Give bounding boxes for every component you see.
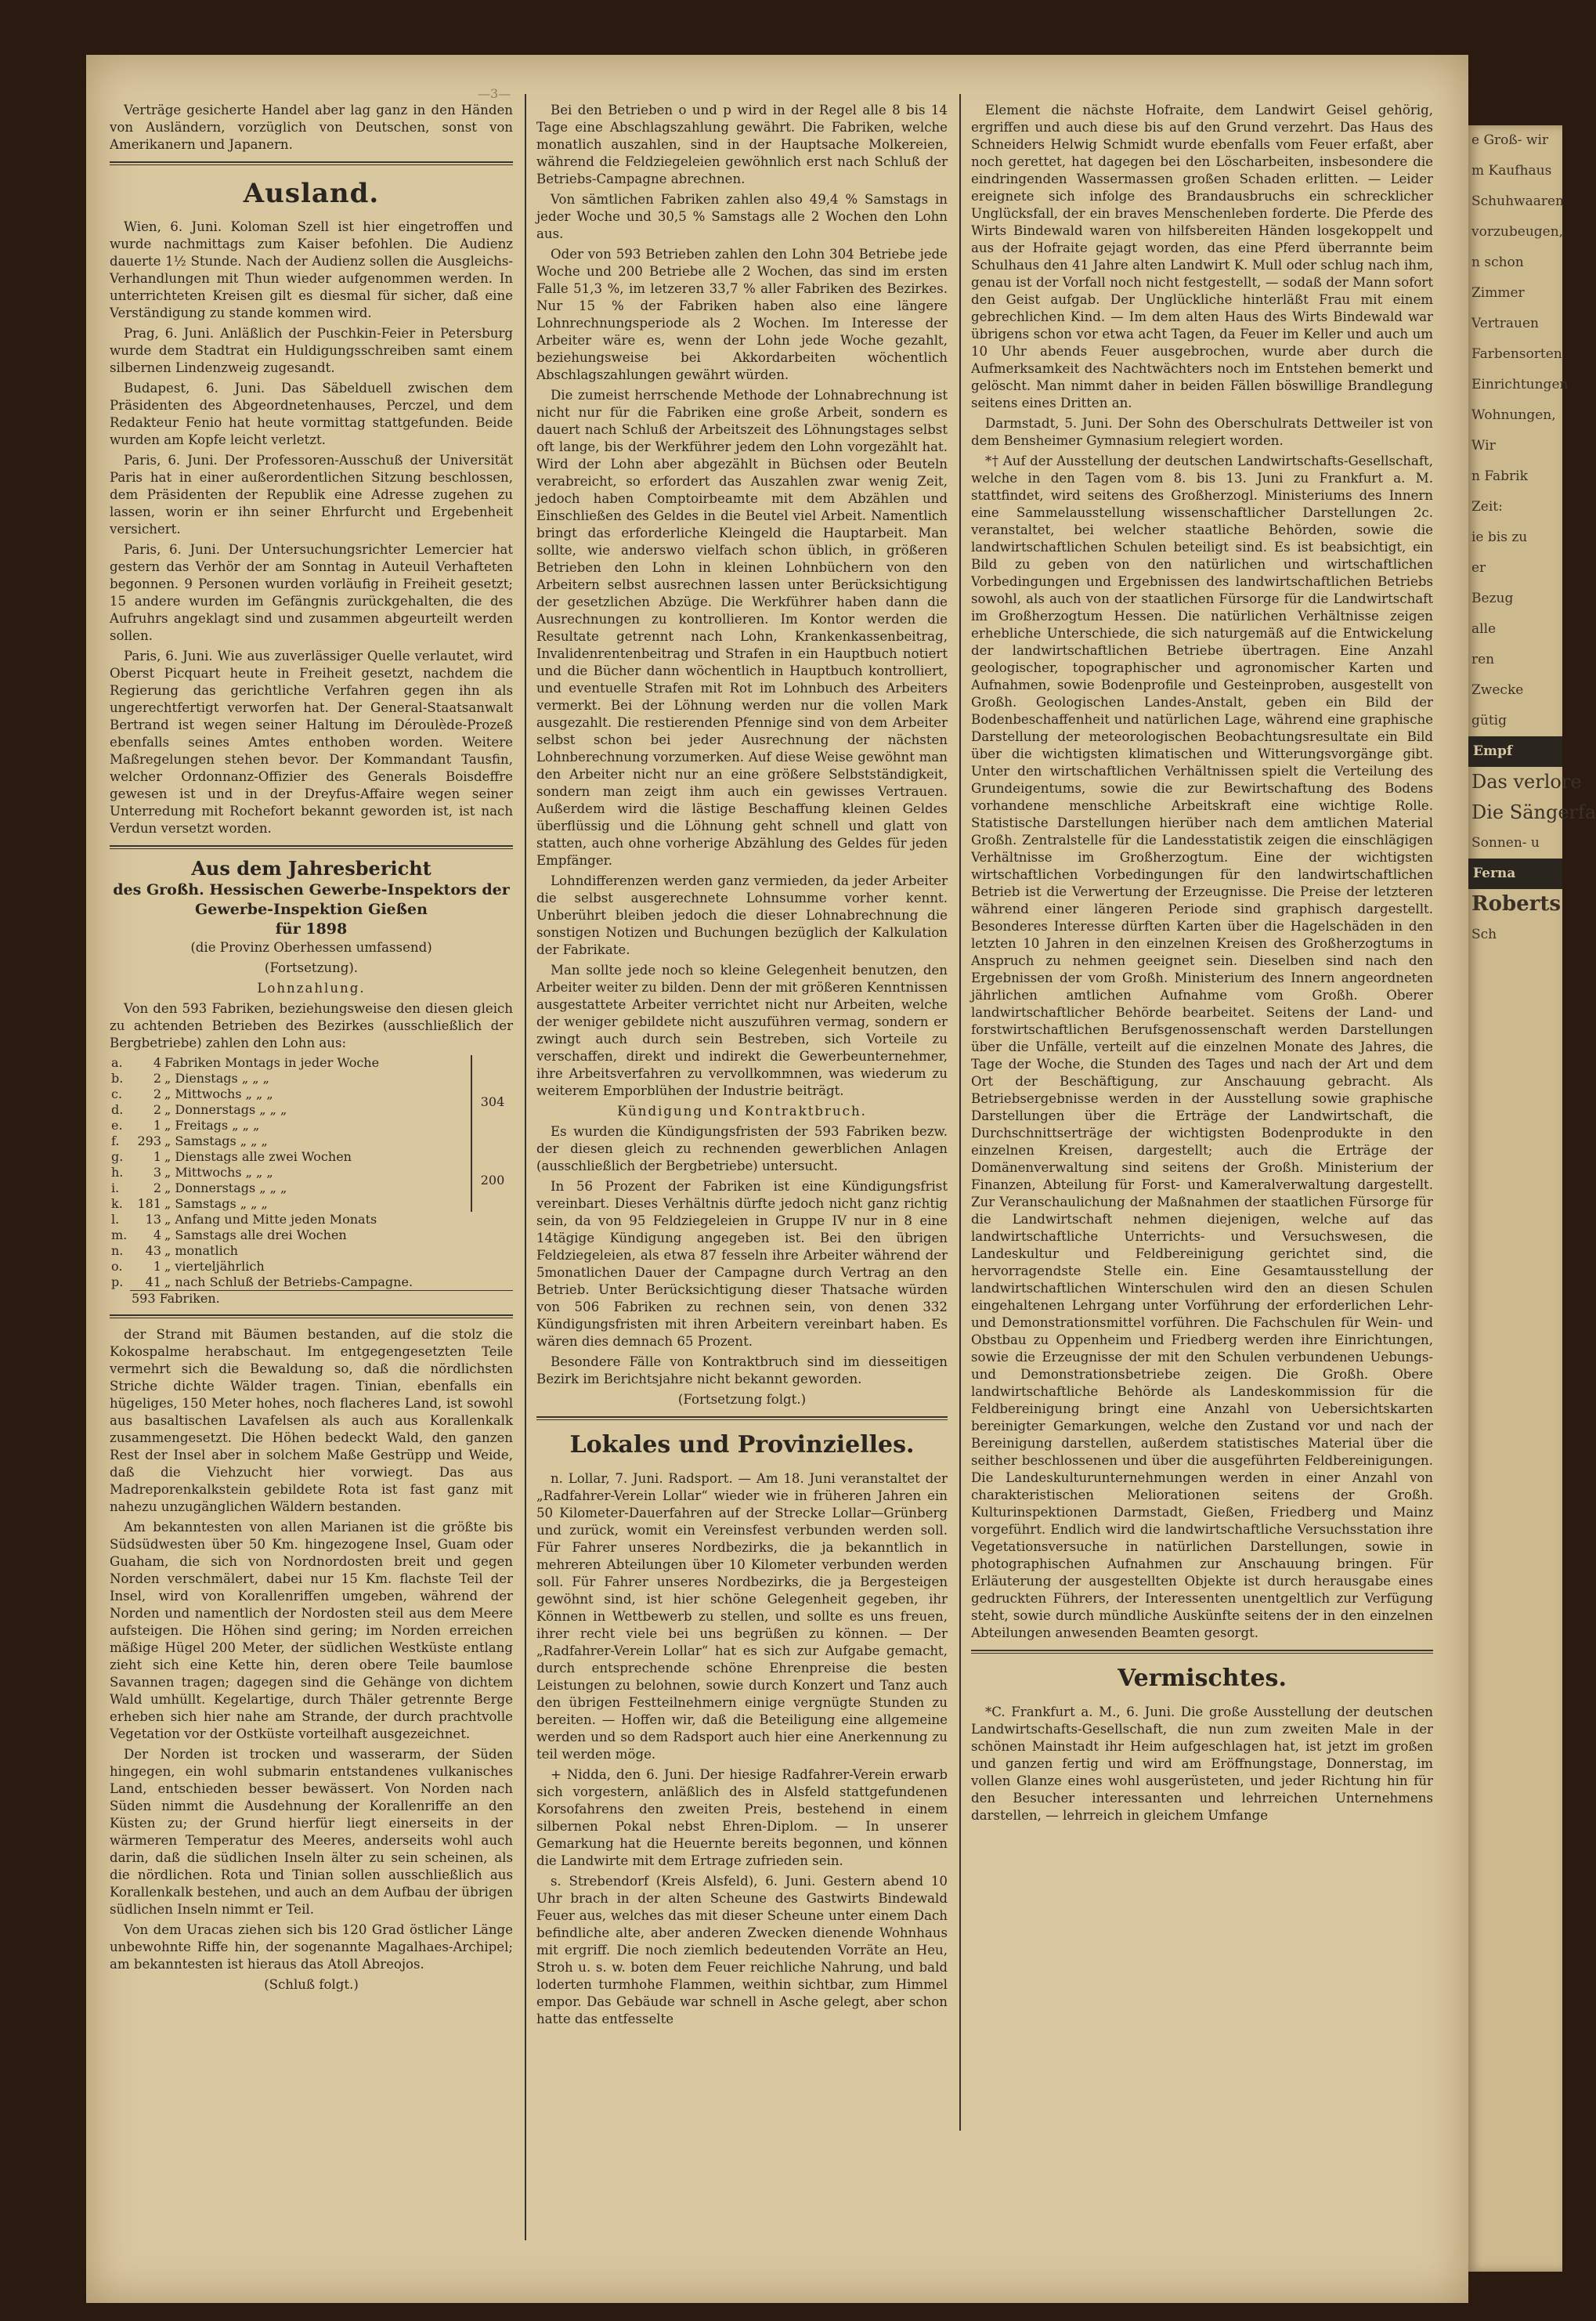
- ausland-para: Paris, 6. Juni. Wie aus zuverlässiger Quelle verlautet, wird Oberst Picquart heute in Freiheit gesetzt, nachdem die Regierung das gerichtliche Verfahren gegen ihn als ungerechtfertigt verworfen hat. Der General-Staatsanwalt Bertrand ist wegen seiner Haltung im Déroulède-Prozeß ebenfalls seines Amtes enthoben worden. Weitere Maßregelungen stehen bevor. Der Kommandant Tausfin, welcher Ordonnanz-Offizier des Generals Boisdeffre gewesen ist und in der Dreyfus-Affaire wegen seiner Unterredung mit Rochefort bekannt geworden ist, ist nach Verdun versetzt worden.: [110, 649, 513, 836]
- strip-line: Die Sängerfa: [1471, 801, 1596, 823]
- table-row: p. 41 „ nach Schluß der Betriebs-Campagne.: [111, 1274, 413, 1289]
- strip-line: Roberts: [1471, 892, 1562, 916]
- strip-line: er: [1471, 560, 1486, 576]
- page-number: —3—: [478, 86, 511, 101]
- fortsetzung-folgt: (Fortsetzung folgt.): [677, 1392, 807, 1407]
- marianen-para: Am bekanntesten von allen Marianen ist die größte bis Südsüdwesten über 50 Km. hingezogene Insel, Guam oder Guaham, die sich von Nordnordosten breit und gegen Norden verschmälert, dabei nur 15 Km. flachste Teil der Insel, wird von Korallenriffen umgeben, während der Norden und namentlich der Nordosten steil aus dem Meere aufsteigen. Die Höhen sind gering; im Norden erreichen mäßige Hügel 200 Meter, der südlichen Westküste entlang zieht sich eine Kette hin, deren obere Teile baumlose Savannen tragen; dagegen sind die Gehänge von dichtem Wald umhüllt. Kegelartige, durch Thäler getrennte Berge erheben sich hier nahe am Strande, der durch prachtvolle Vegetation vor der Ostküste vorteilhaft ausgezeichnet.: [110, 1520, 513, 1741]
- strip-line: Das verlore: [1471, 771, 1582, 793]
- table-row: i. 2 „ Donnerstags „ „ „: [111, 1180, 287, 1195]
- strip-line: Zimmer: [1471, 285, 1525, 301]
- jahresbericht-year: für 1898: [275, 920, 348, 938]
- column-1: [110, 102, 513, 1997]
- lohn-para: Bei den Betrieben o und p wird in der Regel alle 8 bis 14 Tage eine Abschlagszahlung gewährt. Die Fabriken, welche monatlich auszahlen, sind in der Hauptsache Molkereien, während die Feldziegeleien gewöhnlich erst nach Schluß der Betriebs-Campagne abrechnen.: [536, 103, 948, 186]
- table-row: h. 3 „ Mittwochs „ „ „: [111, 1165, 273, 1180]
- table-row: f. 293 „ Samstags „ „ „: [111, 1133, 268, 1148]
- lohn-para: Oder von 593 Betrieben zahlen den Lohn 304 Betriebe jede Woche und 200 Betriebe alle 2 Wochen, das sind im ersten Falle 51,3 %, im letzeren 33,7 % aller Fabriken des Bezirkes. Nur 15 % der Fabriken haben also eine längere Lohnrechnungsperiode als 2 Wochen. Im Interesse der Arbeiter wäre es, wenn der Lohn jede Woche gezahlt, beziehungsweise bei Akkordarbeiten wöchentlich Abschlagszahlungen gewährt würden.: [536, 247, 948, 382]
- kuendigung-para: Besondere Fälle von Kontraktbruch sind im diesseitigen Bezirk im Berichtsjahre nicht bekannt geworden.: [536, 1354, 948, 1386]
- column-rule-1: [525, 94, 526, 2240]
- jahresbericht-cont: (Fortsetzung).: [264, 960, 359, 975]
- ausland-para: Budapest, 6. Juni. Das Säbelduell zwischen dem Präsidenten des Abgeordnetenhauses, Perczel, und dem Redakteur Fenio hat heute vormittag stattgefunden. Beide wurden am Kopfe leicht verletzt.: [110, 381, 513, 447]
- brace-total-biweekly: 200: [471, 1149, 513, 1212]
- lokales-heading: Lokales und Provinzielles.: [569, 1431, 915, 1459]
- ausland-para: Paris, 6. Juni. Der Professoren-Ausschuß der Universität Paris hat in einer außerordentlichen Sitzung beschlossen, dem Präsidenten der Republik eine Adresse zugehen zu lassen, worin er ihn seiner Ehrfurcht und Ergebenheit versichert.: [110, 453, 513, 537]
- strip-line: Bezug: [1471, 591, 1514, 606]
- table-row: m. 4 „ Samstags alle drei Wochen: [111, 1227, 347, 1242]
- kuendigung-para: Es wurden die Kündigungsfristen der 593 Fabriken bezw. der diesen gleich zu rechnenden gewerblichen Anlagen (ausschließlich der Bergbetriebe) untersucht.: [536, 1124, 948, 1173]
- strip-line: Schuhwaaren: [1471, 193, 1564, 209]
- vermischtes-heading: Vermischtes.: [1118, 1665, 1287, 1692]
- strip-ad-header: Empf: [1468, 736, 1562, 767]
- strip-ad-header: Ferna: [1468, 859, 1562, 889]
- divider: [110, 161, 513, 165]
- lohn-para: Lohndifferenzen werden ganz vermieden, da jeder Arbeiter die selbst ausgerechnete Lohnsumme vorher kennt. Unberührt bleiben jedoch die dieser Lohnabrechnung die sonstigen Notizen und Buchungen bezüglich der Kalkulation der Fabrikate.: [536, 873, 948, 957]
- vermischtes-para: *C. Frankfurt a. M., 6. Juni. Die große Ausstellung der deutschen Landwirtschafts-Gesellschaft, die nun zum zweiten Male in der schönen Mainstadt ihr Heim aufgeschlagen hat, ist jetzt im großen und ganzen fertig und wird am Eröffnungstage, Donnerstag, im vollen Glanze eines wohl ausgerüsteten, und jeder Richtung hin für den Besucher interessanten und lehrreichen Unternehmens darstellen, — lehrreich in gleichem Umfange: [971, 1705, 1433, 1823]
- strip-line: gütig: [1471, 713, 1507, 728]
- ausland-para: Wien, 6. Juni. Koloman Szell ist hier eingetroffen und wurde nachmittags zum Kaiser befohlen. Die Audienz dauerte 1½ Stunde. Nach der Audienz sollen die Ausgleichs-Verhandlungen mit Thun wieder aufgenommen werden. In unterrichteten Kreisen gilt es diesmal für sicher, daß eine Verständigung zu stande kommen wird.: [110, 219, 513, 320]
- ausland-para: Paris, 6. Juni. Der Untersuchungsrichter Lemercier hat gestern das Verhör der am Sonntag in Auteuil Verhafteten begonnen. 9 Personen wurden vorläufig in Freiheit gesetzt; 15 andere wurden im Gefängnis zurückgehalten, die des Aufruhrs angeklagt sind und zusammen abgeurteilt werden sollen.: [110, 542, 513, 643]
- strip-line: Sonnen- u: [1471, 835, 1540, 851]
- lohn-para: Von sämtlichen Fabriken zahlen also 49,4 % Samstags in jeder Woche und 30,5 % Samstags alle 2 Wochen den Lohn aus.: [536, 192, 948, 241]
- table-row: d. 2 „ Donnerstags „ „ „: [111, 1102, 287, 1117]
- table-row: k. 181 „ Samstags „ „ „: [111, 1196, 268, 1211]
- strip-line: Wir: [1471, 438, 1496, 454]
- c3-para: Darmstadt, 5. Juni. Der Sohn des Oberschulrats Dettweiler ist von dem Bensheimer Gymnasium relegiert worden.: [971, 416, 1433, 448]
- divider: [536, 1416, 948, 1420]
- table-row: e. 1 „ Freitags „ „ „: [111, 1118, 260, 1133]
- intro-text: Verträge gesicherte Handel aber lag ganz in den Händen von Ausländern, vorzüglich von Deutschen, sonst von Amerikanern und Japanern.: [110, 103, 513, 152]
- strip-line: Farbensorten: [1471, 346, 1562, 362]
- marianen-para: Der Norden ist trocken und wasserarm, der Süden hingegen, ein wohl submarin entstandenes vulkanisches Land, entschieden besser bewässert. Von Norden nach Süden nimmt die Ausdehnung der Korallenriffe an den Küsten zu; der Grund hierfür liegt einerseits in der wärmeren Temperatur des Meeres, anderseits wohl auch darin, daß die südlichen Inseln älter zu sein scheinen, als die nördlichen. Rota und Tinian sollen ausschließlich aus Korallenkalk bestehen, und auch an dem Aufbau der übrigen südlichen Inseln nimmt er Teil.: [110, 1747, 513, 1917]
- lohn-intro: Von den 593 Fabriken, beziehungsweise den diesen gleich zu achtenden Betrieben des Bezirkes (ausschließlich der Bergbetriebe) zahlen den Lohn aus:: [110, 1001, 513, 1050]
- jahresbericht-title: Aus dem Jahresbericht: [191, 857, 431, 880]
- column-2: [536, 102, 948, 2031]
- c3-para: Element die nächste Hofraite, dem Landwirt Geisel gehörig, ergriffen und auch diese bis auf den Grund verzehrt. Das Haus des Schneiders Helwig Schmidt wurde ebenfalls vom Feuer erfaßt, aber noch gerettet, hat dagegen bei den Löscharbeiten, insbesondere die eindringenden Wassermassen großen Schaden erlitten. — Leider ereignete sich infolge des Brandausbruchs ein schrecklicher Unglücksfall, der ein braves Menschenleben forderte. Die Pferde des Wirts Bindewald waren von hilfsbereiten Händen losgekoppelt und aus der Hofraite gejagt worden, das eine Pferd überrannte beim Schulhaus den 41 Jahre alten Landwirt K. Mull oder schlug nach ihm, genau ist der Vorfall noch nicht festgestellt, — sodaß der Mann sofort den Geist aufgab. Der Unglückliche hinterläßt Frau mit einem gebrechlichen Kind. — Im dem alten Haus des Wirts Bindewald war übrigens schon vor etwa acht Tagen, da Feuer im Keller und auch um 10 Uhr abends Feuer ausgebrochen, wurde aber durch die Aufmerksamkeit des Nachtwächters noch im Entstehen bemerkt und gelöscht. Man nimmt daher in beiden Fällen böswillige Brandlegung seitens eines Dritten an.: [971, 103, 1433, 410]
- lokales-para: n. Lollar, 7. Juni. Radsport. — Am 18. Juni veranstaltet der „Radfahrer-Verein Lollar“ wieder wie in früheren Jahren ein 50 Kilometer-Dauerfahren auf der Strecke Lollar—Grünberg und zurück, womit ein Vereinsfest verbunden werden soll. Für Fahrer unseres Nordbezirks, die ja bekanntlich in mehreren Abteilungen über 10 Kilometer verbunden werden soll. Für Fahrer unseres Nordbezirks, die ja Bergesteigen gewöhnt sind, ist hier schöne Gelegenheit gegeben, ihr Können in Wettbewerb zu stellen, und sollte es uns freuen, ihrer recht viele bei uns begrüßen zu können. — Der „Radfahrer-Verein Lollar“ hat es sich zur Aufgabe gemacht, durch entsprechende schöne Ehrenpreise die besten Leistungen zu belohnen, sowie durch Konzert und Tanz auch den übrigen Festteilnehmern einige vergnügte Stunden zu bereiten. — Hoffen wir, daß die Beteiligung eine allgemeine werden und so dem Radsport auch hier eine Anerkennung zu teil werden möge.: [536, 1471, 948, 1762]
- brace-total-weekly: 304: [471, 1055, 513, 1149]
- ausland-para: Prag, 6. Juni. Anläßlich der Puschkin-Feier in Petersburg wurde dem Stadtrat ein Huldigungsschreiben samt einem silbernen Lindenzweig zugesandt.: [110, 326, 513, 375]
- strip-line: Wohnungen,: [1471, 407, 1556, 423]
- table-row: c. 2 „ Mittwochs „ „ „: [111, 1086, 273, 1101]
- schluss-folgt: (Schluß folgt.): [264, 1977, 359, 1992]
- strip-line: Zeit:: [1471, 499, 1503, 515]
- strip-line: ren: [1471, 652, 1495, 667]
- table-row: b. 2 „ Dienstags „ „ „: [111, 1071, 269, 1086]
- strip-line: e Groß- wir: [1471, 132, 1549, 148]
- divider: [110, 845, 513, 849]
- kuendigung-heading: Kündigung und Kontraktbruch.: [617, 1104, 867, 1119]
- lohn-heading: Lohnzahlung.: [257, 981, 366, 996]
- lohn-table: [110, 1055, 513, 1307]
- jahresbericht-scope: (die Provinz Oberhessen umfassend): [190, 940, 432, 955]
- strip-line: ie bis zu: [1471, 530, 1528, 545]
- table-row: l. 13 „ Anfang und Mitte jeden Monats: [111, 1212, 377, 1227]
- marianen-para: Von dem Uracas ziehen sich bis 120 Grad östlicher Länge unbewohnte Riffe hin, der sogenannte Magalhaes-Archipel; am bekanntesten ist hieraus das Atoll Abreojos.: [110, 1922, 513, 1972]
- column-rule-2: [959, 94, 961, 2131]
- strip-line: Sch: [1471, 927, 1497, 942]
- strip-line: m Kaufhaus: [1471, 163, 1552, 179]
- table-row: g. 1 „ Dienstags alle zwei Wochen 200: [110, 1149, 513, 1165]
- kuendigung-para: In 56 Prozent der Fabriken ist eine Kündigungsfrist vereinbart. Dieses Verhältnis dürfte jedoch nicht ganz richtig sein, da von 95 Feldziegeleien in Gruppe IV nur in 8 eine 14tägige Kündigung angegeben ist. Bei den übrigen Feldziegeleien, als etwa 87 fesseln ihre Arbeiter während der 5monatlichen Dauer der Campagne durch Vertrag an den Betrieb. Unter Berücksichtigung dieser Thatsache würden von 506 Fabriken zu rechnen sein, von denen 332 Kündigungsfristen mit ihren Arbeitern vereinbart haben. Es wären dies demnach 65 Prozent.: [536, 1179, 948, 1349]
- divider: [110, 1314, 513, 1318]
- strip-line: Zwecke: [1471, 682, 1524, 698]
- marianen-para: der Strand mit Bäumen bestanden, auf die stolz die Kokospalme herabschaut. Im entgegengesetzten Teile vermehrt sich die Bewaldung so, daß die nördlichsten Striche dichte Wälder tragen. Tinian, ebenfalls ein hügeliges, 150 Meter hohes, noch flacheres Land, ist sowohl aus basaltischen Lavafelsen als auch aus Korallenkalk zusammengesetzt. Die Höhen bedeckt Wald, den ganzen Rest der Insel aber in solchem Maße Gestrüpp und Weide, daß die Viehzucht hier vorwiegt. Das aus Madreporenkalkstein gebildete Rota ist fast ganz mit nahezu unzugänglichen Wäldern bestanden.: [110, 1327, 513, 1514]
- table-row: o. 1 „ vierteljährlich: [111, 1259, 265, 1274]
- lohn-para: Man sollte jede noch so kleine Gelegenheit benutzen, den Arbeiter weiter zu bilden. Denn der mit größeren Kenntnissen ausgestattete Arbeiter verrichtet nicht nur Arbeiten, welche der weniger gebildete nicht auszuführen vermag, sondern er zwingt auch durch sein Bestreben, sich Vorteile zu verschaffen, direkt und indirekt die Gewerbeunternehmer, ihre Arbeitsverfahren zu vervollkommnen, was wiederum zu weiterem Emporblühen der Industrie beiträgt.: [536, 963, 948, 1098]
- lokales-para: s. Strebendorf (Kreis Alsfeld), 6. Juni. Gestern abend 10 Uhr brach in der alten Scheune des Gastwirts Bindewald Feuer aus, welches das mit dieser Scheune unter einem Dach befindliche alte, aber anderen Zwecken dienende Wohnhaus mit ergriff. Die noch ziemlich bedeutenden Vorräte an Heu, Stroh u. s. w. boten dem Feuer reichliche Nahrung, und bald loderten turmhohe Flammen, weithin sichtbar, zum Himmel empor. Das Gebäude war schnell in Asche gelegt, aber schon hatte das entfesselte: [536, 1874, 948, 2026]
- strip-line: alle: [1471, 621, 1497, 637]
- jahresbericht-subtitle: des Großh. Hessischen Gewerbe-Inspektors der Gewerbe-Inspektion Gießen: [113, 881, 510, 918]
- strip-line: n Fabrik: [1471, 468, 1528, 484]
- column-3: [971, 102, 1433, 1828]
- table-total-row: 593 Fabriken.: [110, 1291, 513, 1307]
- adjacent-page-strip: [1468, 125, 1596, 2272]
- strip-line: vorzubeugen,: [1471, 224, 1564, 240]
- ausland-heading: Ausland.: [243, 178, 380, 209]
- divider: [971, 1650, 1433, 1654]
- strip-line: Einrichtungen: [1471, 377, 1569, 392]
- lohn-para: Die zumeist herrschende Methode der Lohnabrechnung ist nicht nur für die Fabriken eine große Arbeit, sondern es dauert nach Schluß der Arbeitszeit des Löhnungstages selbst oft lange, bis der Werkführer jedem den Lohn vorgezählt hat. Wird der Lohn aber abgezählt in Büchsen oder Beuteln verabreicht, so erfordert das Auszahlen zwar wenig Zeit, jedoch haben Comptoirbeamte mit dem Abzählen und Einschließen des Geldes in die Beutel viel Arbeit. Namentlich bringt das erforderliche Kleingeld die Hauptarbeit. Man sollte, wie anderswo vielfach schon üblich, in größeren Betrieben den Lohn in kleinen Lohnbüchern von den Arbeitern selbst ausrechnen lassen unter Berücksichtigung der gesetzlichen Abzüge. Die Werkführer haben dann die Ausrechnungen zu kontrollieren. Im Kontor werden die Resultate getrennt nach Lohn, Krankenkassenbeitrag, Invalidenrentenbeitrag und Strafen in ein Hauptbuch notiert und die Bücher dann wöchentlich in Hauptbuch kontrolliert, und eventuelle Strafen mit Rot im Lohnbuch des Arbeiters vermerkt. Bei der Löhnung werden nur die vollen Mark ausgezahlt. Die restierenden Pfennige sind von dem Arbeiter selbst schon bei jeder Ausrechnung der nächsten Lohnberechnung vorzumerken. Auf diese Weise gewöhnt man den Arbeiter nicht nur an eine größere Selbstständigkeit, sondern man zeigt ihm auch ein gewisses Vertrauen. Außerdem wird die lästige Beschaffung kleinen Geldes überflüssig und die Löhnung geht schnell und glatt von statten, auch ohne vorherige Abzählung des Geldes für jeden Empfänger.: [536, 388, 948, 868]
- strip-line: Vertrauen: [1471, 316, 1539, 331]
- table-row: n. 43 „ monatlich: [111, 1243, 238, 1258]
- table-row: a. 4 Fabriken Montags in jeder Woche 304: [110, 1055, 513, 1071]
- c3-para: *† Auf der Ausstellung der deutschen Landwirtschafts-Gesellschaft, welche in den Tagen vom 8. bis 13. Juni zu Frankfurt a. M. stattfindet, wird seitens des Großherzogl. Ministeriums des Innern eine Sammelausstellung wissenschaftlicher Darstellungen 2c. veranstaltet, bei welcher staatliche Behörden, sowie die landwirtschaftlichen Schulen beteiligt sind. Es ist beabsichtigt, ein Bild zu geben von den natürlichen und wirtschaftlichen Vorbedingungen und Ergebnissen des landwirtschaftlichen Betriebs sowohl, als auch von der staatlichen Fürsorge für die Landwirtschaft im Großherzogtum Hessen. Die natürlichen Verhältnisse zeigen erhebliche Unterschiede, die sich naturgemäß auf die Entwickelung der landwirtschaftlichen Betriebe übertragen. Eine Anzahl geologischer, topographischer und agronomischer Karten und Aufnahmen, sowie Bodenprofile und Gesteinproben, ausgestellt von Großh. Geologischen Landes-Anstalt, geben ein Bild der Bodenbeschaffenheit und natürlichen Lage, während eine graphische Darstellung der meteorologischen Beobachtungsresultate ein Bild über die wichtigsten klimatischen und Witterungsvorgänge gibt. Unter den wirtschaftlichen Verhältnissen spielt die Verteilung des Grundeigentums, sowie die zur Bewirtschaftung des Bodens vorhandene menschliche Arbeitskraft eine wichtige Rolle. Statistische Darstellungen hierüber nach dem amtlichen Material Großh. Zentralstelle für die Landesstatistik zeigen die einschlägigen Verhältnisse im Großherzogtum. Eine der wichtigsten wirtschaftlichen Vorbedingungen für den landwirtschaftlichen Betrieb ist die Verwertung der Erzeugnisse. Die Preise der letzteren während einer längeren Periode sind graphisch dargestellt. Besonderes Interesse dürften Karten über die Hagelschäden in den letzten 10 Jahren in den einzelnen Kreisen des Großherzogtums in Anspruch zu nehmen geeignet sein. Dieselben sind nach den Ergebnissen der vom Großh. Ministerium des Innern angeordneten jährlichen amtlichen Aufnahme vom Großh. Oberer landwirtschaftlicher Behörde bearbeitet. Seitens der Land- und forstwirtschaftlichen Berufsgenossenschaft werden Darstellungen über die Unfälle, verteilt auf die einzelnen Monate des Jahres, die Tage der Woche, die Stunden des Tages und nach der Art und dem Ort der Beschäftigung, zur Anschauung gebracht. Als Betriebsergebnisse werden in der Ausstellung sowie graphische Darstellungen über die Erträge der Landwirtschaft, die Durchschnittserträge der wichtigsten Bodenprodukte in den einzelnen Kreisen, dargestellt; auch die Erträge der Domänenverwaltung sind seitens der Großh. Ministerium der Finanzen, Abteilung für Forst- und Kameralverwaltung dargestellt. Zur Veranschaulichung der Maßnahmen der staatlichen Fürsorge für die Landwirtschaft nehmen diejenigen, welche auf das landwirtschaftliche Unterrichts- und Versuchswesen, die Landeskultur und Feldbereinigung gerichtet sind, die hervorragendste Stelle ein. Eine Gesamtausstellung der landwirtschaftlichen Winterschulen wird den an diesen Schulen eingehaltenen Lehrgang unter Vorführung der erforderlichen Lehr- und Demonstrationsmittel vorführen. Die Fachschulen für Wein- und Obstbau zu Oppenheim und Friedberg werden ihre Einrichtungen, sowie die Erzeugnisse der mit den Schulen verbundenen Uebungs- und Demonstrationsbetriebe zeigen. Die Großh. Obere landwirtschaftliche Behörde als Landeskommission für die Feldbereinigung bringt eine Anzahl von Uebersichtskarten bereinigter Gemarkungen, welche den Zustand vor und nach der Bereinigung darstellen, außerdem statistisches Material über die seither beschlossenen und über die ausgeführten Feldbereinigungen. Die Landeskulturunternehmungen werden in einer Anzahl von charakteristischen Meliorationen seitens der Großh. Kulturinspektionen Darmstadt, Gießen, Friedberg und Mainz vorgeführt. Endlich wird die landwirtschaftliche Versuchsstation ihre Vegetationsversuche in natürlichen Darstellungen, sowie in photographischen Aufnahmen zur Anschauung bringen. Für Erläuterung der ausgestellten Objekte ist durch herausgabe eines gedruckten Führers, der Interessenten unentgeltlich zur Verfügung steht, sowie durch mündliche Auskünfte seitens der in den einzelnen Abteilungen anwesenden Beamten gesorgt.: [971, 454, 1433, 1640]
- strip-line: n schon: [1471, 255, 1524, 270]
- lokales-para: + Nidda, den 6. Juni. Der hiesige Radfahrer-Verein erwarb sich vorgestern, anläßlich des in Alsfeld stattgefundenen Korsofahrens den zweiten Preis, bestehend in einem silbernen Pokal nebst Ehren-Diplom. — In unserer Gemarkung hat die Heuernte bereits begonnen, und können die Landwirte mit dem Ertrage zufrieden sein.: [536, 1767, 948, 1868]
